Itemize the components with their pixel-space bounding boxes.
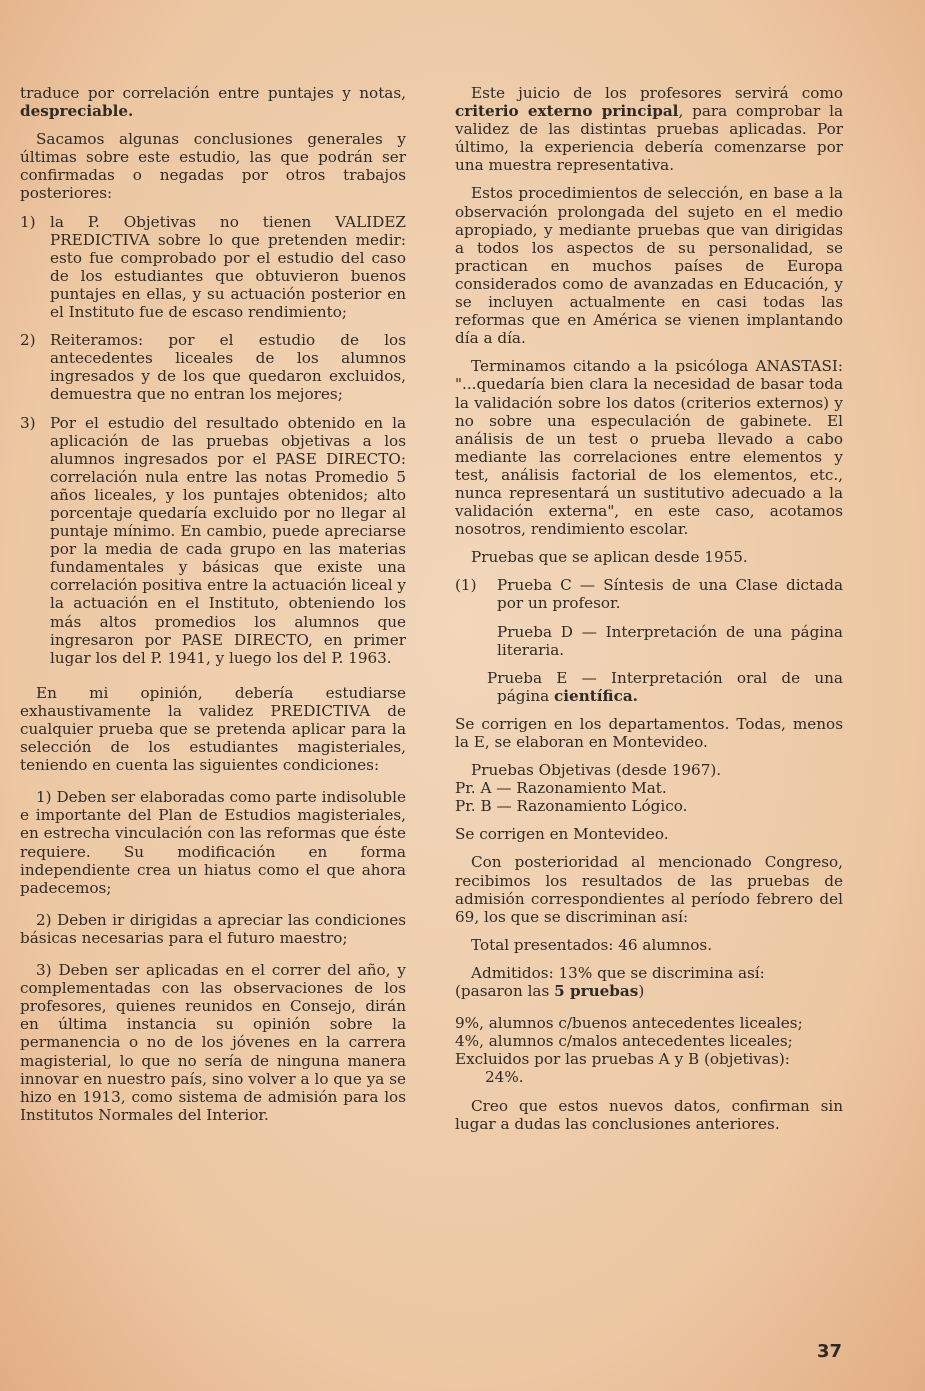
paragraph: Se corrigen en Montevideo. <box>455 825 669 844</box>
text: (pasaron las <box>455 982 555 1001</box>
list-number: 2) <box>20 331 36 350</box>
paragraph: Pruebas que se aplican desde 1955. <box>471 548 748 567</box>
text: , para comprobar la validez de las distintas pruebas aplicadas. Por último, la experiencia debería comenzarse por una muestra representativa. <box>455 102 844 175</box>
paragraph: Con posterioridad al mencionado Congreso, recibimos los resultados de las pruebas de admisión correspondientes al período febrero del 69, los que se discriminan así: <box>455 853 843 926</box>
list-item <box>455 576 843 612</box>
list-text: Prueba C — Síntesis de una Clase dictada por un profesor. <box>497 576 843 613</box>
paragraph: Total presentados: 46 alumnos. <box>471 935 713 954</box>
paragraph: Estos procedimientos de selección, en base a la observación prolongada del sujeto en el medio apropiado, y mediante pruebas que van dirigidas a todos los aspectos de su personalidad, se practican en muchos países de Europa considerados como de avanzadas en Educación, y se incluyen actualmente en casi todas las reformas que en América se vienen implantando día a día. <box>455 184 843 348</box>
paragraph: 9%, alumnos c/buenos antecedentes liceales; <box>455 1014 803 1033</box>
paragraph: Se corrigen en los departamentos. Todas, menos la E, se elaboran en Montevideo. <box>455 714 843 751</box>
bold-text: criterio externo principal <box>455 102 679 121</box>
condition-1: 1) Deben ser elaboradas como parte indisoluble e importante del Plan de Estudios magisteriales, en estrecha vinculación con las reformas que éste requiere. Su modificación en forma independiente crea un hiatus como el que ahora padecemos; <box>20 788 406 897</box>
list-text: la P. Objetivas no tienen VALIDEZ PREDICTIVA sobre lo que pretenden medir: esto fue comprobado por el estudio del caso de los estudiantes que obtuvieron buenos puntajes en ellas, y su actuación posterior en el Instituto fue de escaso rendimiento; <box>50 212 406 322</box>
text: ) <box>638 982 645 1001</box>
paragraph: Pr. A — Razonamiento Mat. <box>455 779 667 798</box>
paragraph <box>20 84 406 120</box>
paragraph: Pruebas Objetivas (desde 1967). <box>471 761 722 780</box>
paragraph: Creo que estos nuevos datos, confirman sin lugar a dudas las conclusiones anteriores. <box>455 1096 843 1133</box>
list-text: Reiteramos: por el estudio de los antecedentes liceales de los alumnos ingresados y de los que quedaron excluidos, demuestra que no entran los mejores; <box>50 331 406 404</box>
paragraph: Admitidos: 13% que se discrimina así: <box>471 963 765 982</box>
paragraph: 4%, alumnos c/malos antecedentes liceales; <box>455 1032 793 1051</box>
text: traduce por correlación entre puntajes y notas, <box>20 84 406 102</box>
list-item <box>20 331 406 403</box>
list-number: 3) <box>20 413 36 432</box>
text: Este juicio de los profesores servirá como <box>471 84 843 102</box>
paragraph <box>455 669 843 705</box>
condition-2: 2) Deben ir dirigidas a apreciar las condiciones básicas necesarias para el futuro maestro; <box>20 910 406 947</box>
right-column <box>455 84 843 1133</box>
text: Prueba E — Interpretación oral de una página <box>487 668 843 705</box>
list-number: (1) <box>455 576 477 595</box>
list-item <box>20 414 406 667</box>
list-text: Por el estudio del resultado obtenido en la aplicación de las pruebas objetivas a los alumnos ingresados por el PASE DIRECTO: correlación nula entre las notas Promedio 5 años liceales, y los puntajes obtenidos; alto porcentaje quedaría excluido por no llegar al puntaje mínimo. En cambio, puede apreciarse por la media de cada grupo en las materias fundamentales y básicas que existe una correlación positiva entre la actuación liceal y la actuación en el Instituto, obteniendo los más altos promedios los alumnos que ingresaron por PASE DIRECTO, en primer lugar los del P. 1941, y luego los del P. 1963. <box>50 413 406 667</box>
paragraph: En mi opinión, debería estudiarse exhaustivamente la validez PREDICTIVA de cualquier prueba que se pretenda aplicar para la selección de los estudiantes magisteriales, teniendo en cuenta las siguientes condiciones: <box>20 683 406 775</box>
paragraph <box>455 84 843 174</box>
paragraph: Prueba D — Interpretación de una página literaria. <box>497 622 843 659</box>
list-item <box>20 213 406 322</box>
page-number: 37 <box>817 1341 843 1362</box>
bold-text: científica. <box>554 686 638 705</box>
paragraph: 24%. <box>485 1068 524 1087</box>
paragraph: Excluidos por las pruebas A y B (objetivas): <box>455 1050 790 1069</box>
condition-3: 3) Deben ser aplicadas en el correr del año, y complementadas con las observaciones de los profesores, quienes reunidos en Consejo, dirán en última instancia su opinión sobre la permanencia o no de los jóvenes en la carrera magisterial, lo que no sería de ninguna manera innovar en nuestro país, sino volver a lo que ya se hizo en 1913, como sistema de admisión para los Institutos Normales del Interior. <box>20 961 406 1124</box>
paragraph: Pr. B — Razonamiento Lógico. <box>455 797 688 816</box>
quote-paragraph: Terminamos citando a la psicóloga ANASTASI: "...quedaría bien clara la necesidad de basar toda la validación sobre los datos (criterios externos) y no sobre una especulación de gabinete. El análisis de un test o prueba llevado a cabo mediante las correlaciones entre elementos y test, análisis factorial de los elementos, etc., nunca representará un sustitutivo adecuado a la validación externa", en este caso, acotamos nosotros, rendimiento escolar. <box>455 357 843 539</box>
bold-text: 5 pruebas <box>554 982 639 1001</box>
left-column <box>20 84 406 1124</box>
bold-text: despreciable. <box>20 102 134 121</box>
list-number: 1) <box>20 212 36 231</box>
paragraph <box>455 982 843 1000</box>
paragraph: Sacamos algunas conclusiones generales y últimas sobre este estudio, las que podrán ser confirmadas o negadas por otros trabajos posteriores: <box>20 130 406 203</box>
